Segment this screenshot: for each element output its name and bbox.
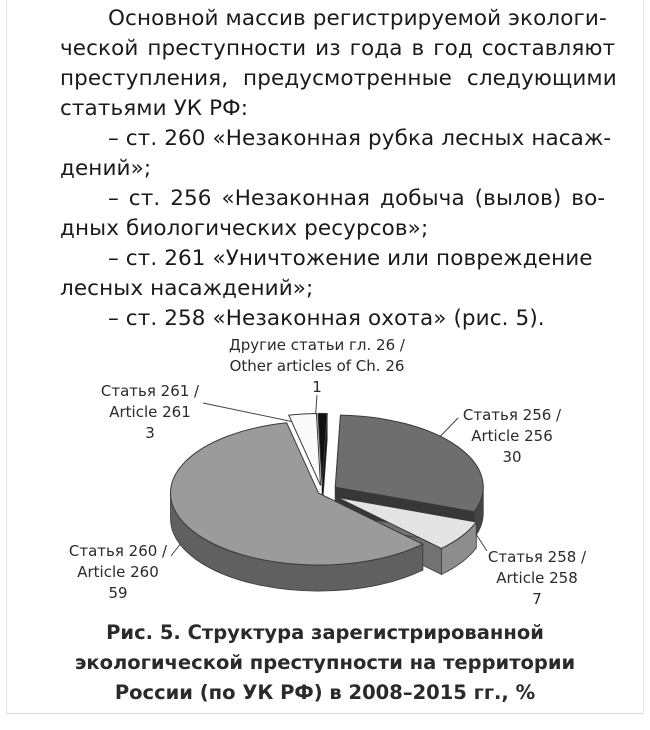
label-art258-value: 7	[532, 590, 542, 608]
label-art260-en: Article 260	[77, 563, 159, 581]
text-line-1: Основной массив регистрируемой экологи-	[108, 6, 607, 31]
label-other-en: Other articles of Ch. 26	[229, 357, 405, 375]
figure-caption-line-3: России (по УК РФ) в 2008–2015 гг., %	[114, 681, 536, 704]
text-line-2: ческой преступности из года в год составляют	[60, 36, 616, 61]
label-art261-ru: Статья 261 /	[100, 382, 200, 400]
label-other-value: 1	[312, 378, 322, 396]
text-line-5: – ст. 260 «Незаконная рубка лесных насаж-	[108, 126, 612, 151]
text-line-8: дных биологических ресурсов»;	[60, 216, 429, 241]
label-art256-value: 30	[502, 448, 522, 466]
label-art261-value: 3	[145, 424, 155, 442]
label-art258-en: Article 258	[496, 569, 578, 587]
label-art260-value: 59	[108, 584, 128, 602]
text-line-7: – ст. 256 «Незаконная добыча (вылов) во-	[108, 186, 606, 211]
text-line-11: – ст. 258 «Незаконная охота» (рис. 5).	[108, 306, 545, 331]
label-art258-ru: Статья 258 /	[487, 548, 587, 566]
label-art256-ru: Статья 256 /	[462, 406, 562, 424]
text-line-3: преступления, предусмотренные следующими	[60, 66, 617, 91]
label-other	[229, 336, 406, 396]
label-art256-en: Article 256	[471, 427, 553, 445]
figure-caption-line-1: Рис. 5. Структура зарегистрированной	[106, 621, 544, 644]
text-line-10: лесных насаждений»;	[60, 276, 314, 301]
label-other-ru: Другие статьи гл. 26 /	[229, 336, 405, 354]
label-art258	[488, 548, 587, 608]
label-art260	[69, 542, 168, 602]
figure-caption-line-2: экологической преступности на территории	[74, 651, 576, 674]
leader-art261	[203, 403, 294, 422]
label-art261-en: Article 261	[109, 403, 191, 421]
text-line-6: дений»;	[60, 156, 152, 181]
label-art260-ru: Статья 260 /	[68, 542, 168, 560]
label-art256	[463, 406, 562, 466]
label-art261	[101, 382, 200, 442]
text-line-4: статьями УК РФ:	[60, 96, 249, 121]
text-line-9: – ст. 261 «Уничтожение или повреждение	[108, 246, 593, 271]
